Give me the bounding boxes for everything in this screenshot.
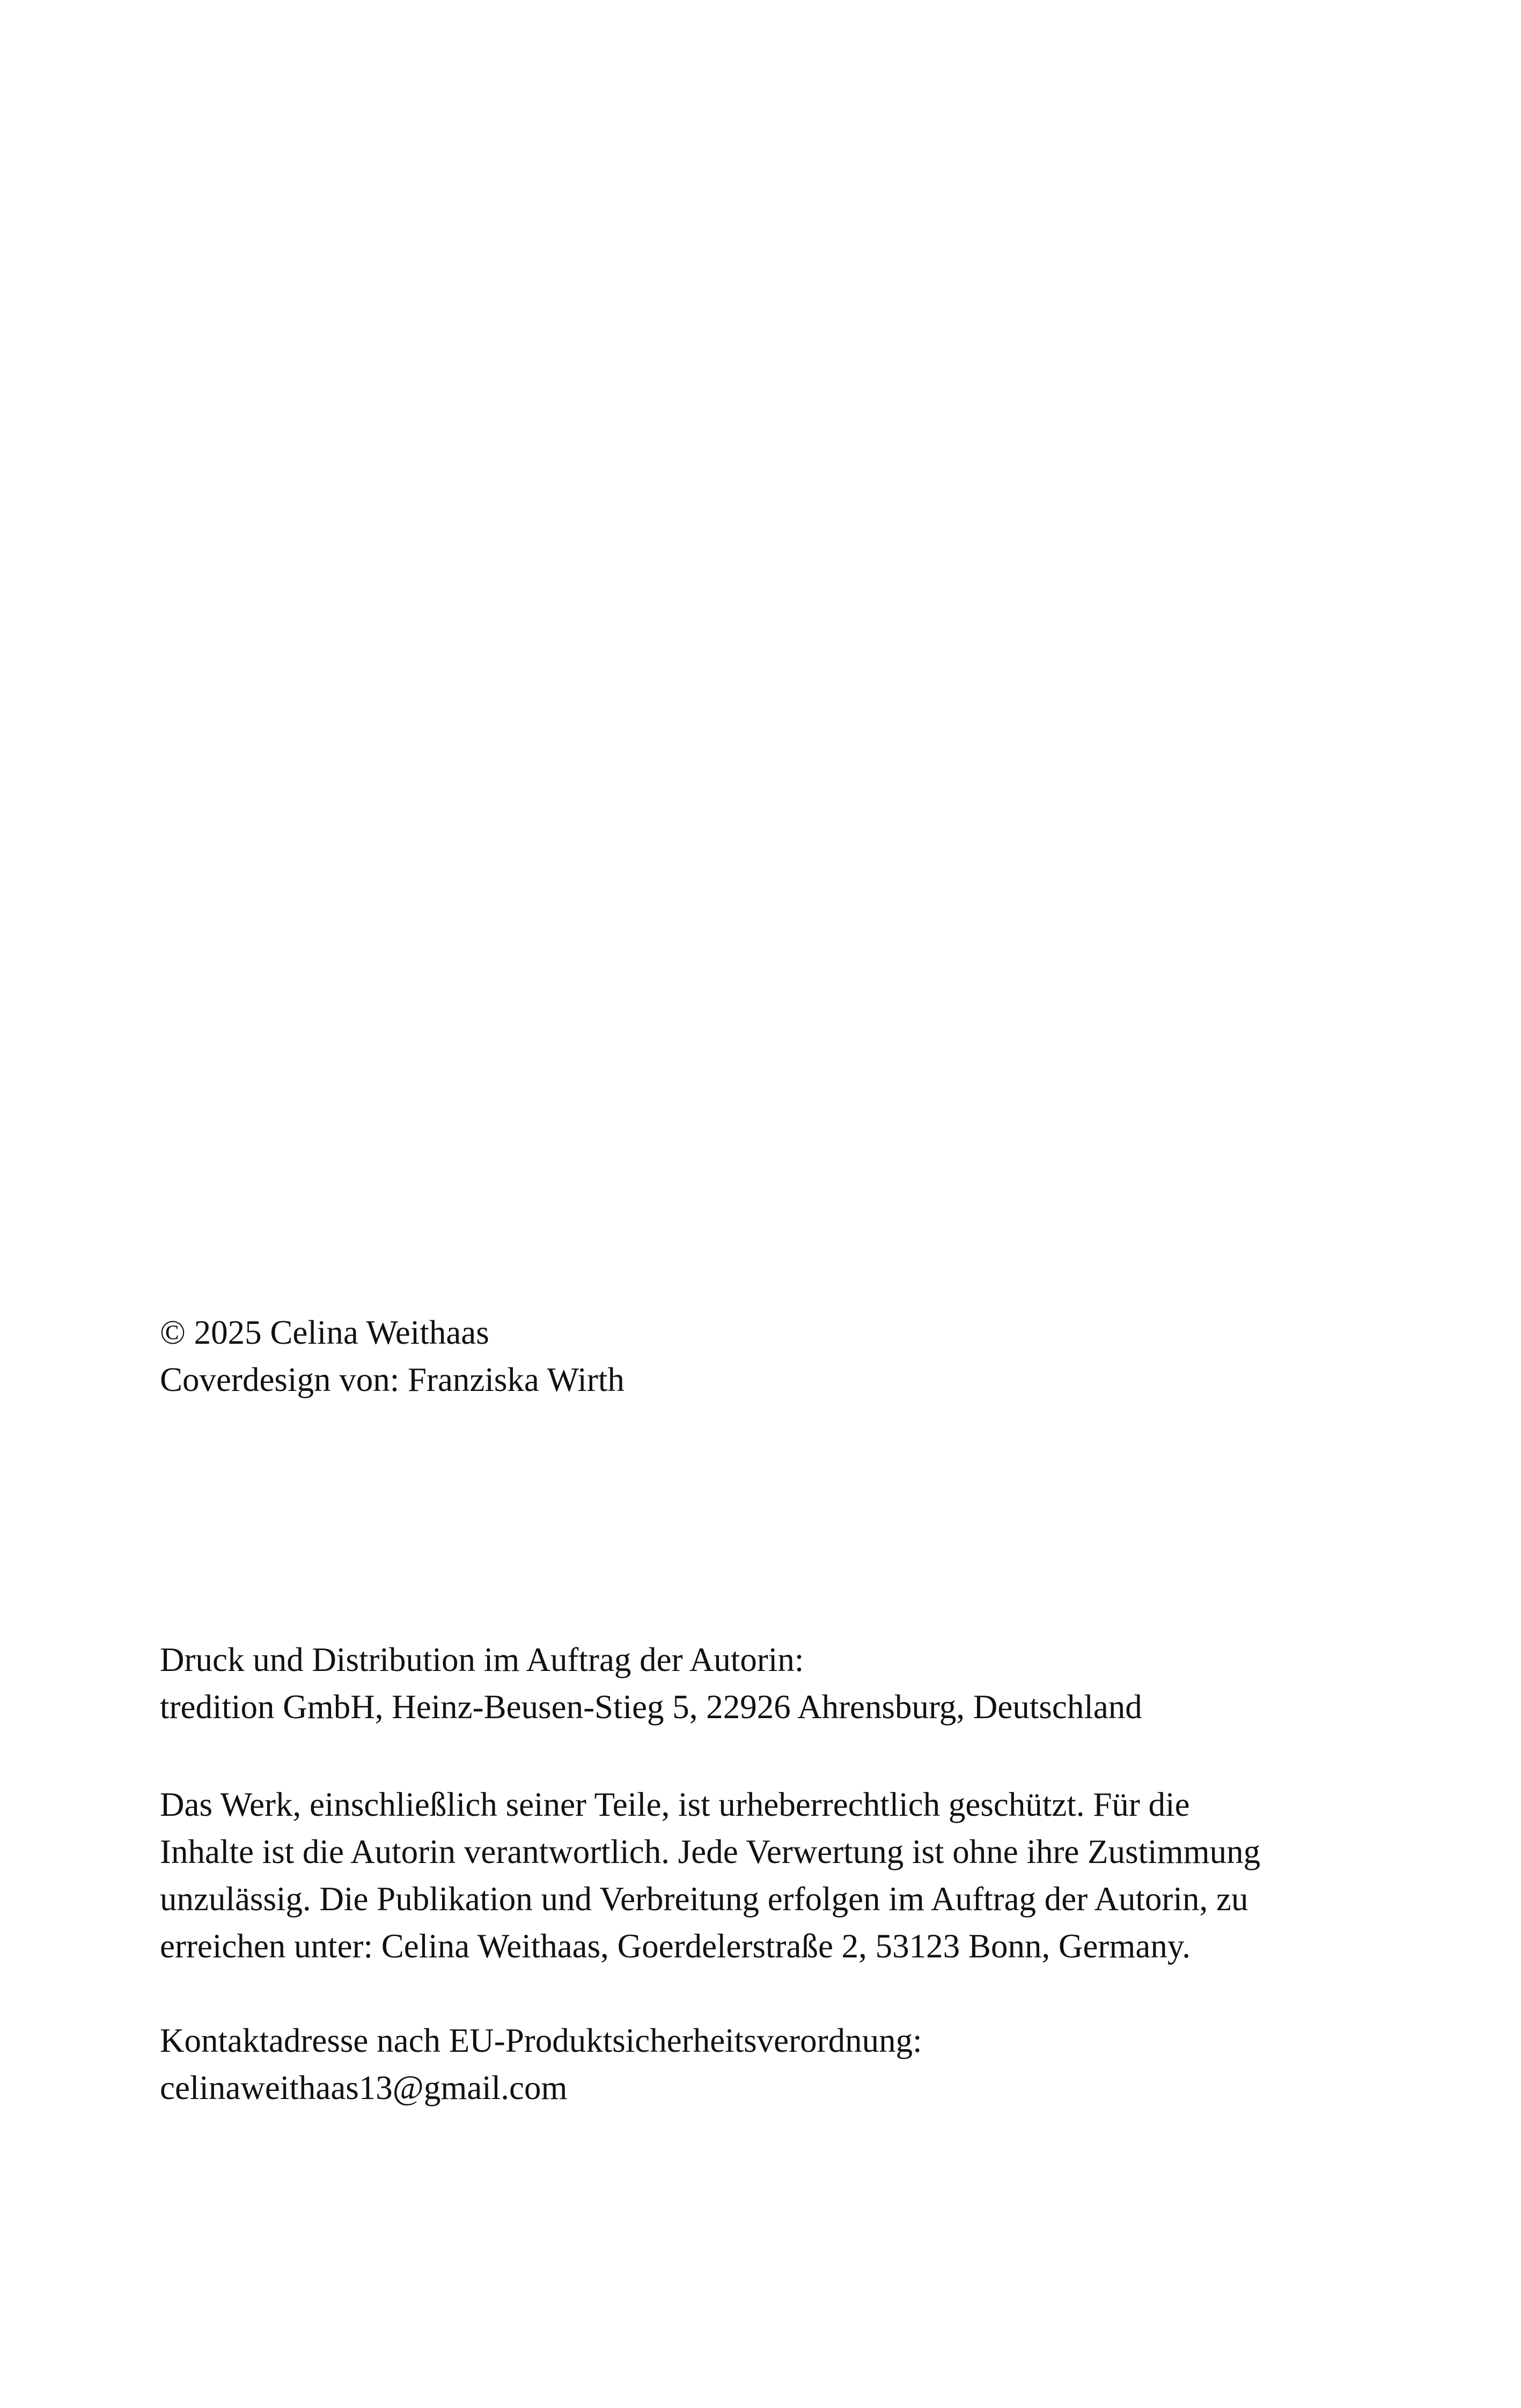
print-distribution-heading: Druck und Distribution im Auftrag der Autorin: <box>160 1641 804 1678</box>
contact-block <box>160 2017 1394 2111</box>
publisher-address: tredition GmbH, Heinz-Beusen-Stieg 5, 22926 Ahrensburg, Deutschland <box>160 1688 1142 1726</box>
contact-email: celinaweithaas13@gmail.com <box>160 2069 568 2107</box>
rights-paragraph <box>160 1781 1394 1970</box>
print-distribution-block <box>160 1636 1394 1730</box>
rights-line-3: unzulässig. Die Publikation und Verbreitung erfolgen im Auftrag der Autorin, zu <box>160 1880 1248 1918</box>
copyright-line: © 2025 Celina Weithaas <box>160 1314 489 1351</box>
copyright-block <box>160 1309 1394 1403</box>
contact-heading: Kontaktadresse nach EU-Produktsicherheitsverordnung: <box>160 2022 922 2059</box>
rights-line-2: Inhalte ist die Autorin verantwortlich. Jede Verwertung ist ohne ihre Zustimmung <box>160 1833 1261 1871</box>
cover-design-line: Coverdesign von: Franziska Wirth <box>160 1361 624 1398</box>
rights-line-4: erreichen unter: Celina Weithaas, Goerdelerstraße 2, 53123 Bonn, Germany. <box>160 1927 1191 1965</box>
rights-line-1: Das Werk, einschließlich seiner Teile, ist urheberrechtlich geschützt. Für die <box>160 1786 1190 1823</box>
